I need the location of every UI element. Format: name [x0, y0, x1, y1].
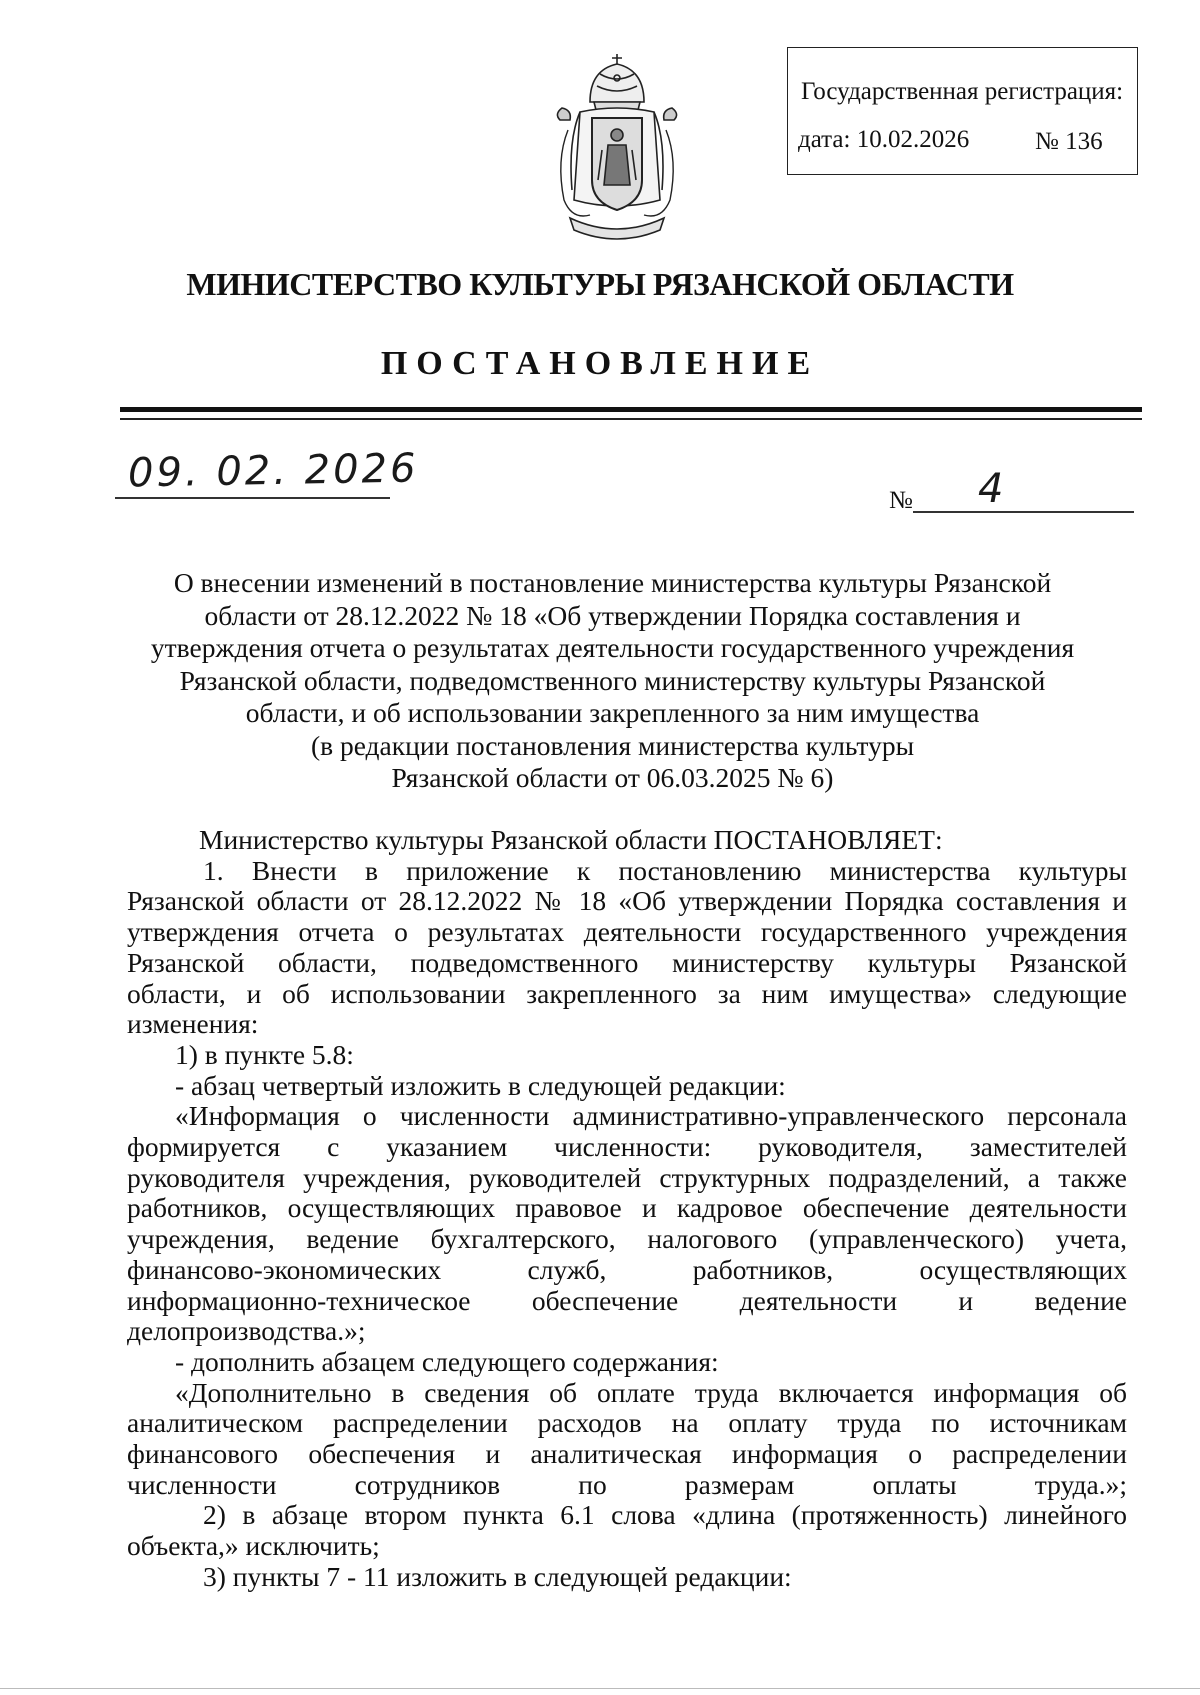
handwritten-date: 09. 02. 2026 — [127, 445, 419, 497]
quote-line: аналитическом распределении расходов на оплату труда по источникам — [127, 1407, 1127, 1439]
paragraph-line: утверждения отчета о результатах деятельности государственного учреждения — [127, 916, 1127, 948]
registration-stamp-box — [787, 47, 1138, 175]
list-item-1: 1) в пункте 5.8: — [175, 1038, 354, 1070]
subject-line: Рязанской области от 06.03.2025 № 6) — [391, 762, 834, 793]
paragraph-line: изменения: — [127, 1008, 259, 1040]
paragraph-line: 1. Внести в приложение к постановлению министерства культуры — [203, 854, 1127, 886]
subject-line: О внесении изменений в постановление министерства культуры Рязанской — [173, 567, 1052, 598]
document-body — [127, 825, 1127, 1593]
paragraph-line: области, и об использовании закрепленного за ним имущества» следующие — [127, 977, 1127, 1009]
date-underline — [115, 497, 390, 499]
header-divider-thin — [120, 418, 1142, 420]
document-type-heading: ПОСТАНОВЛЕНИЕ — [380, 345, 820, 382]
subject-line: Рязанской области, подведомственного министерству культуры Рязанской — [179, 664, 1046, 696]
list-item-1b: - дополнить абзацем следующего содержания: — [175, 1345, 719, 1377]
list-item-2-cont: объекта,» исключить; — [127, 1530, 380, 1562]
list-item-2: 2) в абзаце втором пункта 6.1 слова «длина (протяженность) линейного — [203, 1499, 1127, 1531]
subject-line: утверждения отчета о результатах деятельности государственного учреждения — [150, 632, 1075, 663]
quote-line: формируется с указанием численности: руководителя, заместителей — [127, 1131, 1127, 1163]
paragraph-line: Рязанской области, подведомственного министерству культуры Рязанской — [127, 946, 1127, 978]
quote-line: работников, осуществляющих правовое и кадровое обеспечение деятельности — [127, 1192, 1127, 1224]
list-item-1a: - абзац четвертый изложить в следующей редакции: — [175, 1069, 786, 1101]
subject-line: (в редакции постановления министерства культуры — [310, 729, 915, 761]
handwritten-number: 4 — [978, 466, 1004, 512]
number-underline — [913, 511, 1134, 513]
quote-line: финансово-экономических служб, работников, осуществляющих — [127, 1253, 1127, 1285]
registration-date: дата: 10.02.2026 — [798, 126, 970, 153]
quote-line: численности сотрудников по размерам оплаты труда.»; — [127, 1468, 1127, 1500]
list-item-3: 3) пункты 7 - 11 изложить в следующей редакции: — [203, 1560, 792, 1592]
intro-paragraph: Министерство культуры Рязанской области ПОСТАНОВЛЯЕТ: — [199, 824, 943, 855]
page-bottom-edge — [0, 1688, 1200, 1689]
document-subject — [135, 567, 1090, 795]
quote-line: «Информация о численности административно-управленческого персонала — [175, 1100, 1127, 1132]
header-divider-thick — [120, 407, 1142, 412]
paragraph-line: Рязанской области от 28.12.2022 № 18 «Об утверждении Порядка составления и — [127, 885, 1127, 917]
quote-line: делопроизводства.»; — [127, 1315, 366, 1347]
subject-line: области от 28.12.2022 № 18 «Об утверждении Порядка составления и — [204, 599, 1021, 631]
quote-line: информационно-техническое обеспечение деятельности и ведение — [127, 1284, 1127, 1316]
ministry-heading: МИНИСТЕРСТВО КУЛЬТУРЫ РЯЗАНСКОЙ ОБЛАСТИ — [186, 266, 1014, 302]
quote-line: руководителя учреждения, руководителей структурных подразделений, а также — [127, 1161, 1127, 1193]
quote-line: финансового обеспечения и аналитическая информация о распределении — [127, 1438, 1127, 1470]
registration-number: № 136 — [1035, 128, 1103, 155]
subject-line: области, и об использовании закрепленного за ним имущества — [245, 697, 980, 728]
quote-line: «Дополнительно в сведения об оплате труда включается информация об — [175, 1376, 1127, 1408]
number-label: № — [889, 487, 913, 514]
coat-of-arms-emblem — [550, 50, 685, 250]
registration-title: Государственная регистрация: — [801, 78, 1124, 105]
quote-line: учреждения, ведение бухгалтерского, налогового (управленческого) учета, — [127, 1223, 1127, 1255]
